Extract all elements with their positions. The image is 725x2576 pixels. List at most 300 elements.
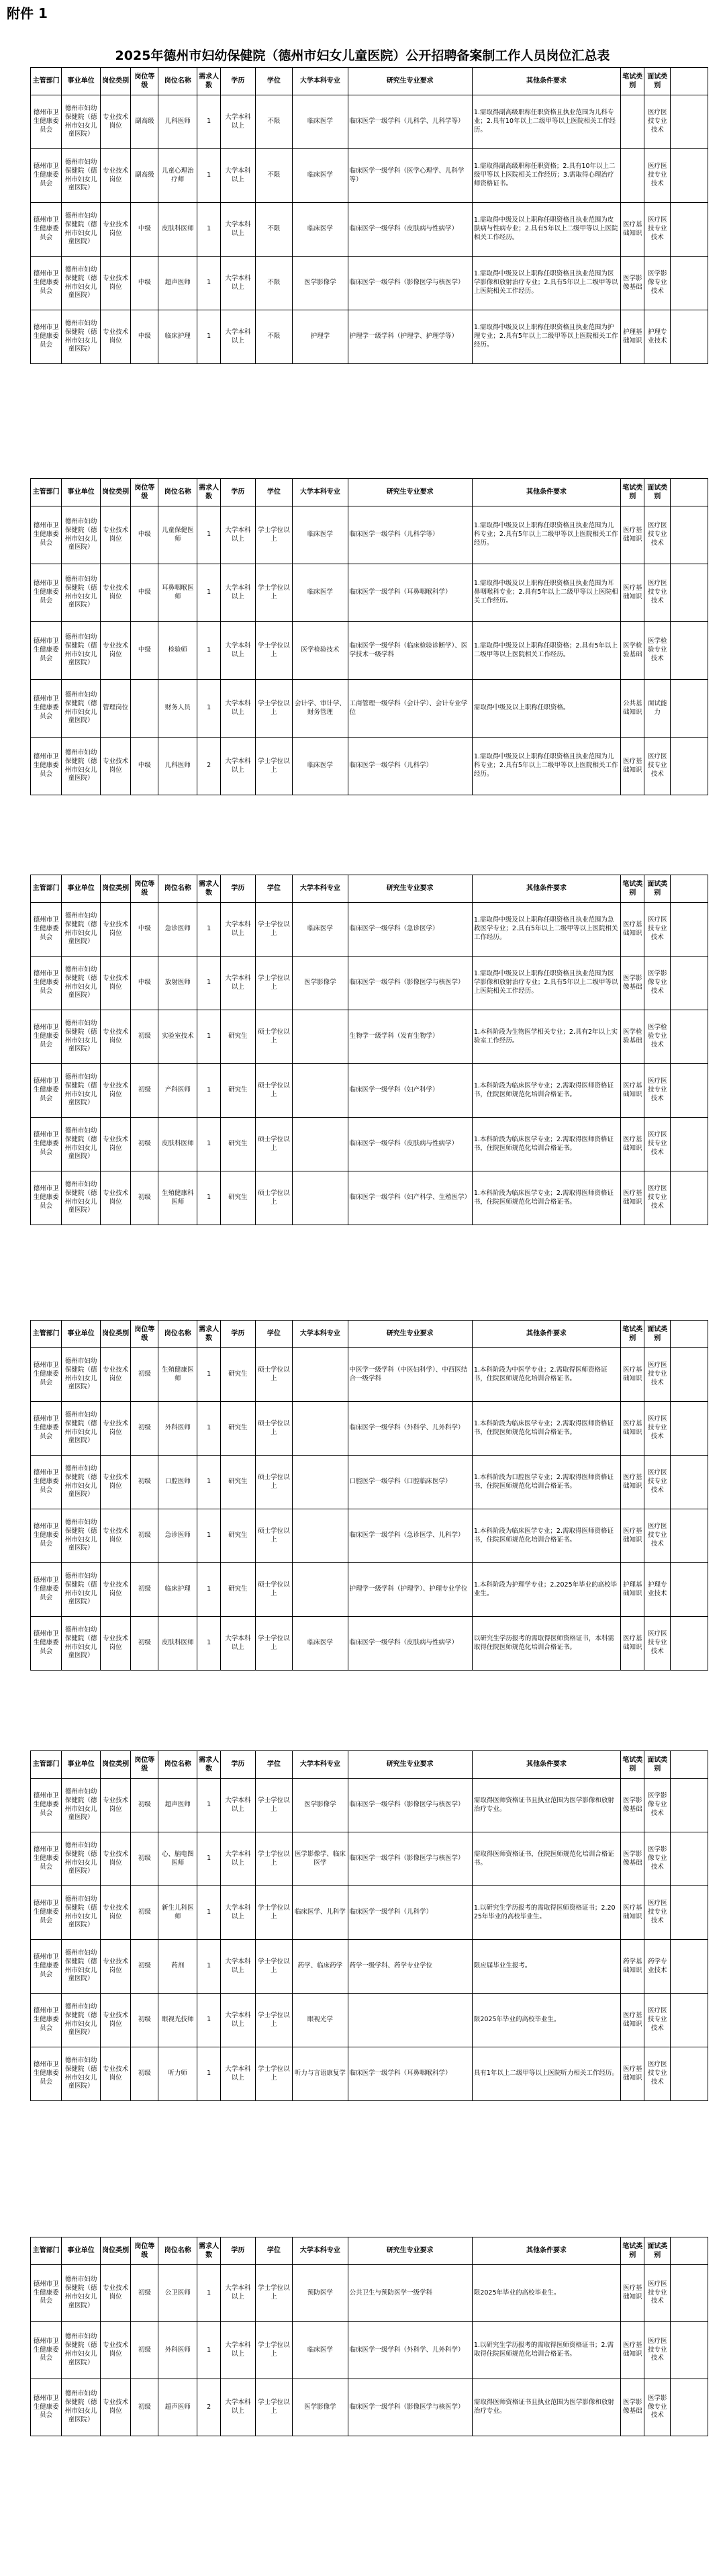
column-header: 笔试类别 [621, 2237, 644, 2265]
column-header: 岗位等级 [131, 479, 158, 506]
table-cell [293, 1348, 348, 1402]
table-cell: 学士学位以上 [255, 1617, 293, 1671]
column-header: 学历 [221, 1321, 255, 1348]
table-cell: 初级 [131, 1348, 158, 1402]
table-cell: 医学影像基础 [621, 1779, 644, 1832]
table-cell: 德州市卫生健康委员会 [31, 2047, 62, 2101]
table-cell: 不限 [255, 149, 293, 203]
table-cell: 德州市妇幼保健院（德州市妇女儿童医院） [62, 310, 101, 364]
table-cell: 大学本科以上 [221, 1940, 255, 1994]
table-cell: 初级 [131, 1402, 158, 1456]
column-header: 事业单位 [62, 1751, 101, 1779]
column-header: 研究生专业要求 [348, 1751, 472, 1779]
table-cell: 硕士学位以上 [255, 1402, 293, 1456]
table-cell [671, 1118, 708, 1171]
table-cell [671, 1779, 708, 1832]
table-cell: 医学影像学 [293, 957, 348, 1010]
table-cell: 1 [197, 1348, 221, 1402]
table-cell: 大学本科以上 [221, 506, 255, 564]
table-cell: 临床医学一级学科（临床检验诊断学）、医学技术一级学科 [348, 622, 472, 680]
table-cell [621, 95, 644, 149]
table-cell: 1 [197, 1563, 221, 1617]
table-cell: 德州市卫生健康委员会 [31, 1886, 62, 1940]
table-cell: 初级 [131, 2322, 158, 2379]
table-cell: 德州市妇幼保健院（德州市妇女儿童医院） [62, 680, 101, 738]
table-cell: 德州市妇幼保健院（德州市妇女儿童医院） [62, 95, 101, 149]
table-cell: 中级 [131, 957, 158, 1010]
table-cell: 具有1年以上二级甲等以上医院听力相关工作经历。 [472, 2047, 620, 2101]
table-cell [671, 1064, 708, 1118]
table-cell: 1 [197, 1886, 221, 1940]
table-cell: 医疗基础知识 [621, 903, 644, 957]
table-cell: 临床医学一级学科（外科学、儿外科学） [348, 1402, 472, 1456]
table-cell: 德州市妇幼保健院（德州市妇女儿童医院） [62, 903, 101, 957]
table-cell: 医疗基础知识 [621, 203, 644, 257]
table-cell: 1.需取得中级及以上职称任职资格且执业范围为皮肤病与性病专业；2.具有5年以上二级甲等以上医院相关工作经历。 [472, 203, 620, 257]
table-cell [671, 2322, 708, 2379]
table-cell: 初级 [131, 1118, 158, 1171]
table-cell: 临床医学一级学科（皮肤病与性病学） [348, 1617, 472, 1671]
table-cell: 大学本科以上 [221, 903, 255, 957]
table-cell: 医疗医技专业技术 [644, 506, 671, 564]
table-cell: 初级 [131, 1886, 158, 1940]
table-cell: 限2025年毕业的高校毕业生。 [472, 2265, 620, 2322]
table-cell: 1 [197, 1509, 221, 1563]
table-cell: 研究生 [221, 1348, 255, 1402]
table-cell: 1 [197, 203, 221, 257]
table-cell [671, 738, 708, 795]
column-header: 岗位名称 [158, 2237, 197, 2265]
table-cell: 中级 [131, 738, 158, 795]
table-cell: 放射医师 [158, 957, 197, 1010]
column-header: 事业单位 [62, 875, 101, 903]
table-cell: 口腔医学一级学科（口腔临床医学） [348, 1456, 472, 1509]
table-cell: 以研究生学历报考的需取得医师资格证书，本科需取得住院医师规范化培训合格证书。 [472, 1617, 620, 1671]
table-row [31, 1402, 708, 1456]
table-cell: 大学本科以上 [221, 203, 255, 257]
table-cell: 急诊医师 [158, 1509, 197, 1563]
table-cell: 医疗基础知识 [621, 1118, 644, 1171]
table-cell: 限2025年毕业的高校毕业生。 [472, 1994, 620, 2047]
table-cell: 专业技术岗位 [100, 903, 130, 957]
table-cell: 初级 [131, 1994, 158, 2047]
table-cell: 药学专业技术 [644, 1940, 671, 1994]
table-cell: 皮肤科医师 [158, 1118, 197, 1171]
table-cell: 医疗基础知识 [621, 1617, 644, 1671]
table-cell: 初级 [131, 1171, 158, 1225]
table-cell: 外科医师 [158, 1402, 197, 1456]
table-cell: 医学影像基础 [621, 957, 644, 1010]
column-header: 笔试类别 [621, 1321, 644, 1348]
table-cell: 1.本科阶段为临床医学专业；2.需取得医师资格证书，住院医师规范化培训合格证书。 [472, 1402, 620, 1456]
table-cell: 大学本科以上 [221, 564, 255, 622]
table-cell: 德州市卫生健康委员会 [31, 1940, 62, 1994]
table-cell: 产科医师 [158, 1064, 197, 1118]
recruitment-table [30, 1750, 708, 2101]
table-row [31, 1348, 708, 1402]
table-cell: 药学基础知识 [621, 1940, 644, 1994]
table-cell: 需取得中级及以上职称任职资格。 [472, 680, 620, 738]
table-cell: 工商管理一级学科（会计学）、会计专业学位 [348, 680, 472, 738]
column-header: 需求人数 [197, 2237, 221, 2265]
table-cell: 专业技术岗位 [100, 738, 130, 795]
table-cell: 公卫医师 [158, 2265, 197, 2322]
table-cell: 临床医学 [293, 149, 348, 203]
header-row [31, 1321, 708, 1348]
recruitment-table [30, 478, 708, 795]
table-cell: 医疗基础知识 [621, 564, 644, 622]
column-header: 岗位名称 [158, 479, 197, 506]
table-cell: 学士学位以上 [255, 622, 293, 680]
column-header: 大学本科专业 [293, 1751, 348, 1779]
table-cell: 医疗医技专业技术 [644, 2265, 671, 2322]
table-cell: 不限 [255, 257, 293, 310]
column-header: 需求人数 [197, 1751, 221, 1779]
table-cell: 医疗医技专业技术 [644, 95, 671, 149]
table-cell: 专业技术岗位 [100, 1118, 130, 1171]
column-header: 需求人数 [197, 68, 221, 95]
column-header: 主管部门 [31, 1321, 62, 1348]
table-cell: 德州市妇幼保健院（德州市妇女儿童医院） [62, 1832, 101, 1886]
table-cell: 医学影像专业技术 [644, 1779, 671, 1832]
table-cell: 医疗医技专业技术 [644, 738, 671, 795]
column-header: 岗位名称 [158, 1321, 197, 1348]
table-cell: 超声医师 [158, 1779, 197, 1832]
table-cell: 德州市妇幼保健院（德州市妇女儿童医院） [62, 1010, 101, 1064]
table-cell: 大学本科以上 [221, 1832, 255, 1886]
table-cell: 大学本科以上 [221, 957, 255, 1010]
table-cell: 药剂 [158, 1940, 197, 1994]
column-header: 学位 [255, 875, 293, 903]
table-cell: 1.本科阶段为口腔医学专业；2.需取得医师资格证书，住院医师规范化培训合格证书。 [472, 1456, 620, 1509]
table-cell [671, 2265, 708, 2322]
table-cell: 医疗基础知识 [621, 2047, 644, 2101]
table-cell [671, 257, 708, 310]
table-cell: 医学检验专业技术 [644, 1010, 671, 1064]
column-header: 面试类别 [644, 68, 671, 95]
table-page-6 [30, 2237, 708, 2436]
column-header: 岗位等级 [131, 1751, 158, 1779]
table-cell: 1 [197, 1994, 221, 2047]
table-cell: 眼视光技师 [158, 1994, 197, 2047]
column-header: 研究生专业要求 [348, 2237, 472, 2265]
table-cell: 1 [197, 680, 221, 738]
table-cell: 临床医学一级学科（影像医学与核医学） [348, 2379, 472, 2436]
table-cell: 德州市妇幼保健院（德州市妇女儿童医院） [62, 1348, 101, 1402]
table-cell: 限应届毕业生报考。 [472, 1940, 620, 1994]
recruitment-table [30, 67, 708, 364]
table-cell: 中级 [131, 903, 158, 957]
table-cell [671, 203, 708, 257]
column-header: 大学本科专业 [293, 2237, 348, 2265]
table-cell: 1 [197, 2047, 221, 2101]
table-cell: 儿科医师 [158, 95, 197, 149]
table-cell: 1.以研究生学历报考的需取得医师资格证书；2.2025年毕业的高校毕业生。 [472, 1886, 620, 1940]
column-header: 学位 [255, 1751, 293, 1779]
table-cell: 专业技术岗位 [100, 203, 130, 257]
table-cell: 医疗医技专业技术 [644, 1994, 671, 2047]
table-cell [671, 957, 708, 1010]
table-cell: 1 [197, 1402, 221, 1456]
table-cell: 大学本科以上 [221, 95, 255, 149]
table-cell: 德州市卫生健康委员会 [31, 1509, 62, 1563]
table-cell: 专业技术岗位 [100, 1456, 130, 1509]
table-row [31, 310, 708, 364]
table-cell: 专业技术岗位 [100, 957, 130, 1010]
table-cell: 专业技术岗位 [100, 506, 130, 564]
table-cell: 预防医学 [293, 2265, 348, 2322]
table-cell: 德州市卫生健康委员会 [31, 257, 62, 310]
table-cell: 德州市妇幼保健院（德州市妇女儿童医院） [62, 1994, 101, 2047]
table-row [31, 1779, 708, 1832]
column-header: 其他条件要求 [472, 1321, 620, 1348]
table-cell: 德州市妇幼保健院（德州市妇女儿童医院） [62, 1886, 101, 1940]
recruitment-table [30, 875, 708, 1225]
table-cell: 护理专业技术 [644, 1563, 671, 1617]
table-cell [293, 1456, 348, 1509]
table-row [31, 1940, 708, 1994]
column-header: 事业单位 [62, 2237, 101, 2265]
table-cell: 耳鼻咽喉医师 [158, 564, 197, 622]
column-header: 主管部门 [31, 68, 62, 95]
table-cell: 专业技术岗位 [100, 1779, 130, 1832]
table-cell: 1 [197, 1010, 221, 1064]
table-cell: 临床医学 [293, 903, 348, 957]
table-cell: 急诊医师 [158, 903, 197, 957]
table-cell: 学士学位以上 [255, 1994, 293, 2047]
table-row [31, 1832, 708, 1886]
table-cell: 医疗基础知识 [621, 506, 644, 564]
table-cell: 医学影像基础 [621, 2379, 644, 2436]
table-cell: 硕士学位以上 [255, 1118, 293, 1171]
table-cell: 临床医学 [293, 2322, 348, 2379]
table-cell: 德州市卫生健康委员会 [31, 95, 62, 149]
column-header: 面试类别 [644, 1751, 671, 1779]
table-cell: 医疗医技专业技术 [644, 1348, 671, 1402]
table-cell: 医学影像基础 [621, 1832, 644, 1886]
table-cell: 医疗基础知识 [621, 738, 644, 795]
table-cell: 1.需取得中级及以上职称任职资格且执业范围为儿科专业；2.具有5年以上二级甲等以上医院相关工作经历。 [472, 506, 620, 564]
column-header: 岗位等级 [131, 2237, 158, 2265]
table-cell: 德州市卫生健康委员会 [31, 680, 62, 738]
table-cell: 超声医师 [158, 257, 197, 310]
column-header: 岗位类别 [100, 875, 130, 903]
table-cell: 医学影像专业技术 [644, 1832, 671, 1886]
table-cell: 医学影像基础 [621, 257, 644, 310]
table-cell: 大学本科以上 [221, 738, 255, 795]
table-cell: 医疗基础知识 [621, 1402, 644, 1456]
table-cell: 临床医学一级学科（儿科学） [348, 1886, 472, 1940]
table-cell: 临床医学 [293, 95, 348, 149]
table-cell [671, 622, 708, 680]
table-cell: 德州市卫生健康委员会 [31, 203, 62, 257]
table-cell: 德州市卫生健康委员会 [31, 1563, 62, 1617]
table-cell: 副高级 [131, 149, 158, 203]
table-cell: 1.本科阶段为临床医学专业；2.需取得医师资格证书，住院医师规范化培训合格证书。 [472, 1118, 620, 1171]
table-cell [671, 1563, 708, 1617]
table-cell [293, 1509, 348, 1563]
table-cell: 大学本科以上 [221, 1779, 255, 1832]
table-cell: 学士学位以上 [255, 564, 293, 622]
column-header: 大学本科专业 [293, 875, 348, 903]
table-cell: 德州市卫生健康委员会 [31, 1064, 62, 1118]
table-cell [671, 1886, 708, 1940]
table-cell: 德州市卫生健康委员会 [31, 622, 62, 680]
table-cell [293, 1171, 348, 1225]
table-cell: 医学影像学 [293, 257, 348, 310]
table-cell: 1 [197, 1940, 221, 1994]
table-row [31, 2265, 708, 2322]
table-cell: 初级 [131, 2379, 158, 2436]
table-cell: 专业技术岗位 [100, 95, 130, 149]
table-cell: 不限 [255, 95, 293, 149]
table-cell: 德州市卫生健康委员会 [31, 1617, 62, 1671]
table-cell: 公共基础知识 [621, 680, 644, 738]
column-header: 其他条件要求 [472, 479, 620, 506]
table-cell: 初级 [131, 1064, 158, 1118]
table-cell: 医疗医技专业技术 [644, 1509, 671, 1563]
table-cell: 专业技术岗位 [100, 2379, 130, 2436]
recruitment-table [30, 2237, 708, 2436]
table-row [31, 2379, 708, 2436]
table-cell: 中医学一级学科（中医妇科学）、中西医结合一级学科 [348, 1348, 472, 1402]
table-cell: 医学检验基础 [621, 622, 644, 680]
table-cell: 德州市卫生健康委员会 [31, 738, 62, 795]
table-cell: 专业技术岗位 [100, 1617, 130, 1671]
column-header: 事业单位 [62, 479, 101, 506]
table-cell: 护理学 [293, 310, 348, 364]
table-cell: 德州市卫生健康委员会 [31, 903, 62, 957]
table-cell: 临床医学一级学科（影像医学与核医学） [348, 957, 472, 1010]
table-row [31, 1118, 708, 1171]
table-row [31, 1563, 708, 1617]
table-cell: 德州市妇幼保健院（德州市妇女儿童医院） [62, 1617, 101, 1671]
table-cell: 德州市妇幼保健院（德州市妇女儿童医院） [62, 622, 101, 680]
table-cell: 研究生 [221, 1171, 255, 1225]
table-cell: 医疗基础知识 [621, 2265, 644, 2322]
table-cell: 初级 [131, 1617, 158, 1671]
column-header: 面试类别 [644, 875, 671, 903]
table-cell: 临床医学一级学科（儿科学等） [348, 506, 472, 564]
table-cell: 学士学位以上 [255, 2322, 293, 2379]
table-cell: 德州市卫生健康委员会 [31, 2379, 62, 2436]
table-cell: 1.需取得中级及以上职称任职资格且执业范围为耳鼻咽喉科专业；2.具有5年以上二级甲等以上医院相关工作经历。 [472, 564, 620, 622]
table-row [31, 1994, 708, 2047]
column-header: 主管部门 [31, 875, 62, 903]
table-cell: 德州市妇幼保健院（德州市妇女儿童医院） [62, 2322, 101, 2379]
table-cell: 硕士学位以上 [255, 1509, 293, 1563]
column-header: 面试类别 [644, 1321, 671, 1348]
table-cell: 1 [197, 506, 221, 564]
table-row [31, 622, 708, 680]
table-cell: 硕士学位以上 [255, 1456, 293, 1509]
table-cell: 医疗医技专业技术 [644, 1402, 671, 1456]
table-cell: 初级 [131, 1509, 158, 1563]
table-cell: 专业技术岗位 [100, 1563, 130, 1617]
table-row [31, 1456, 708, 1509]
table-cell: 护理学一级学科（护理学、护理学等） [348, 310, 472, 364]
table-cell: 1 [197, 1779, 221, 1832]
table-cell: 1.需取得中级及以上职称任职资格且执业范围为儿科专业；2.具有5年以上二级甲等以上医院相关工作经历。 [472, 738, 620, 795]
table-cell: 医学检验专业技术 [644, 622, 671, 680]
table-cell: 护理基础知识 [621, 1563, 644, 1617]
table-cell: 1 [197, 622, 221, 680]
table-cell: 硕士学位以上 [255, 1010, 293, 1064]
table-cell: 德州市卫生健康委员会 [31, 1832, 62, 1886]
table-row [31, 506, 708, 564]
table-cell: 德州市卫生健康委员会 [31, 957, 62, 1010]
table-cell: 医疗基础知识 [621, 1994, 644, 2047]
table-cell: 初级 [131, 1940, 158, 1994]
table-cell: 专业技术岗位 [100, 622, 130, 680]
table-page-4 [30, 1320, 708, 1671]
table-cell: 研究生 [221, 1563, 255, 1617]
table-cell: 学士学位以上 [255, 680, 293, 738]
table-cell: 德州市妇幼保健院（德州市妇女儿童医院） [62, 203, 101, 257]
table-row [31, 1171, 708, 1225]
table-cell: 副高级 [131, 95, 158, 149]
table-cell: 临床医学 [293, 203, 348, 257]
column-header: 笔试类别 [621, 875, 644, 903]
table-cell: 医疗医技专业技术 [644, 203, 671, 257]
table-cell: 专业技术岗位 [100, 149, 130, 203]
table-cell: 检验师 [158, 622, 197, 680]
table-cell: 德州市妇幼保健院（德州市妇女儿童医院） [62, 149, 101, 203]
column-header [671, 2237, 708, 2265]
column-header: 事业单位 [62, 1321, 101, 1348]
column-header: 其他条件要求 [472, 1751, 620, 1779]
table-cell: 德州市妇幼保健院（德州市妇女儿童医院） [62, 2379, 101, 2436]
table-cell: 公共卫生与预防医学一级学科 [348, 2265, 472, 2322]
table-cell [293, 1010, 348, 1064]
column-header: 学位 [255, 68, 293, 95]
column-header: 需求人数 [197, 875, 221, 903]
table-cell: 新生儿科医师 [158, 1886, 197, 1940]
table-cell [671, 1617, 708, 1671]
column-header [671, 68, 708, 95]
table-cell: 德州市卫生健康委员会 [31, 506, 62, 564]
table-cell: 德州市妇幼保健院（德州市妇女儿童医院） [62, 2265, 101, 2322]
column-header: 笔试类别 [621, 68, 644, 95]
table-cell: 研究生 [221, 1456, 255, 1509]
table-cell: 护理专业技术 [644, 310, 671, 364]
table-cell: 实验室技术 [158, 1010, 197, 1064]
table-cell: 初级 [131, 1456, 158, 1509]
table-cell: 1.需取得中级及以上职称任职资格且执业范围为护理专业；2.具有5年以上二级甲等以上医院相关工作经历。 [472, 310, 620, 364]
table-cell: 1.需取得中级及以上职称任职资格且执业范围为医学影像和放射治疗专业；2.具有5年以上二级甲等以上医院相关工作经历。 [472, 957, 620, 1010]
table-cell: 医疗医技专业技术 [644, 1886, 671, 1940]
table-cell: 学士学位以上 [255, 1886, 293, 1940]
column-header: 主管部门 [31, 2237, 62, 2265]
table-cell: 医疗基础知识 [621, 1171, 644, 1225]
table-cell: 学士学位以上 [255, 2379, 293, 2436]
table-cell: 德州市卫生健康委员会 [31, 310, 62, 364]
table-cell: 德州市妇幼保健院（德州市妇女儿童医院） [62, 1064, 101, 1118]
table-cell: 生殖健康医师 [158, 1348, 197, 1402]
table-cell [293, 1064, 348, 1118]
header-row [31, 68, 708, 95]
table-cell: 1 [197, 1617, 221, 1671]
table-cell: 专业技术岗位 [100, 1064, 130, 1118]
table-cell: 专业技术岗位 [100, 1886, 130, 1940]
table-cell: 1 [197, 903, 221, 957]
table-cell: 学士学位以上 [255, 738, 293, 795]
table-cell [671, 1994, 708, 2047]
table-cell: 临床医学一级学科（影像医学与核医学） [348, 1779, 472, 1832]
table-cell: 专业技术岗位 [100, 1402, 130, 1456]
table-cell: 临床医学一级学科（皮肤病与性病学） [348, 203, 472, 257]
table-cell: 医疗医技专业技术 [644, 903, 671, 957]
